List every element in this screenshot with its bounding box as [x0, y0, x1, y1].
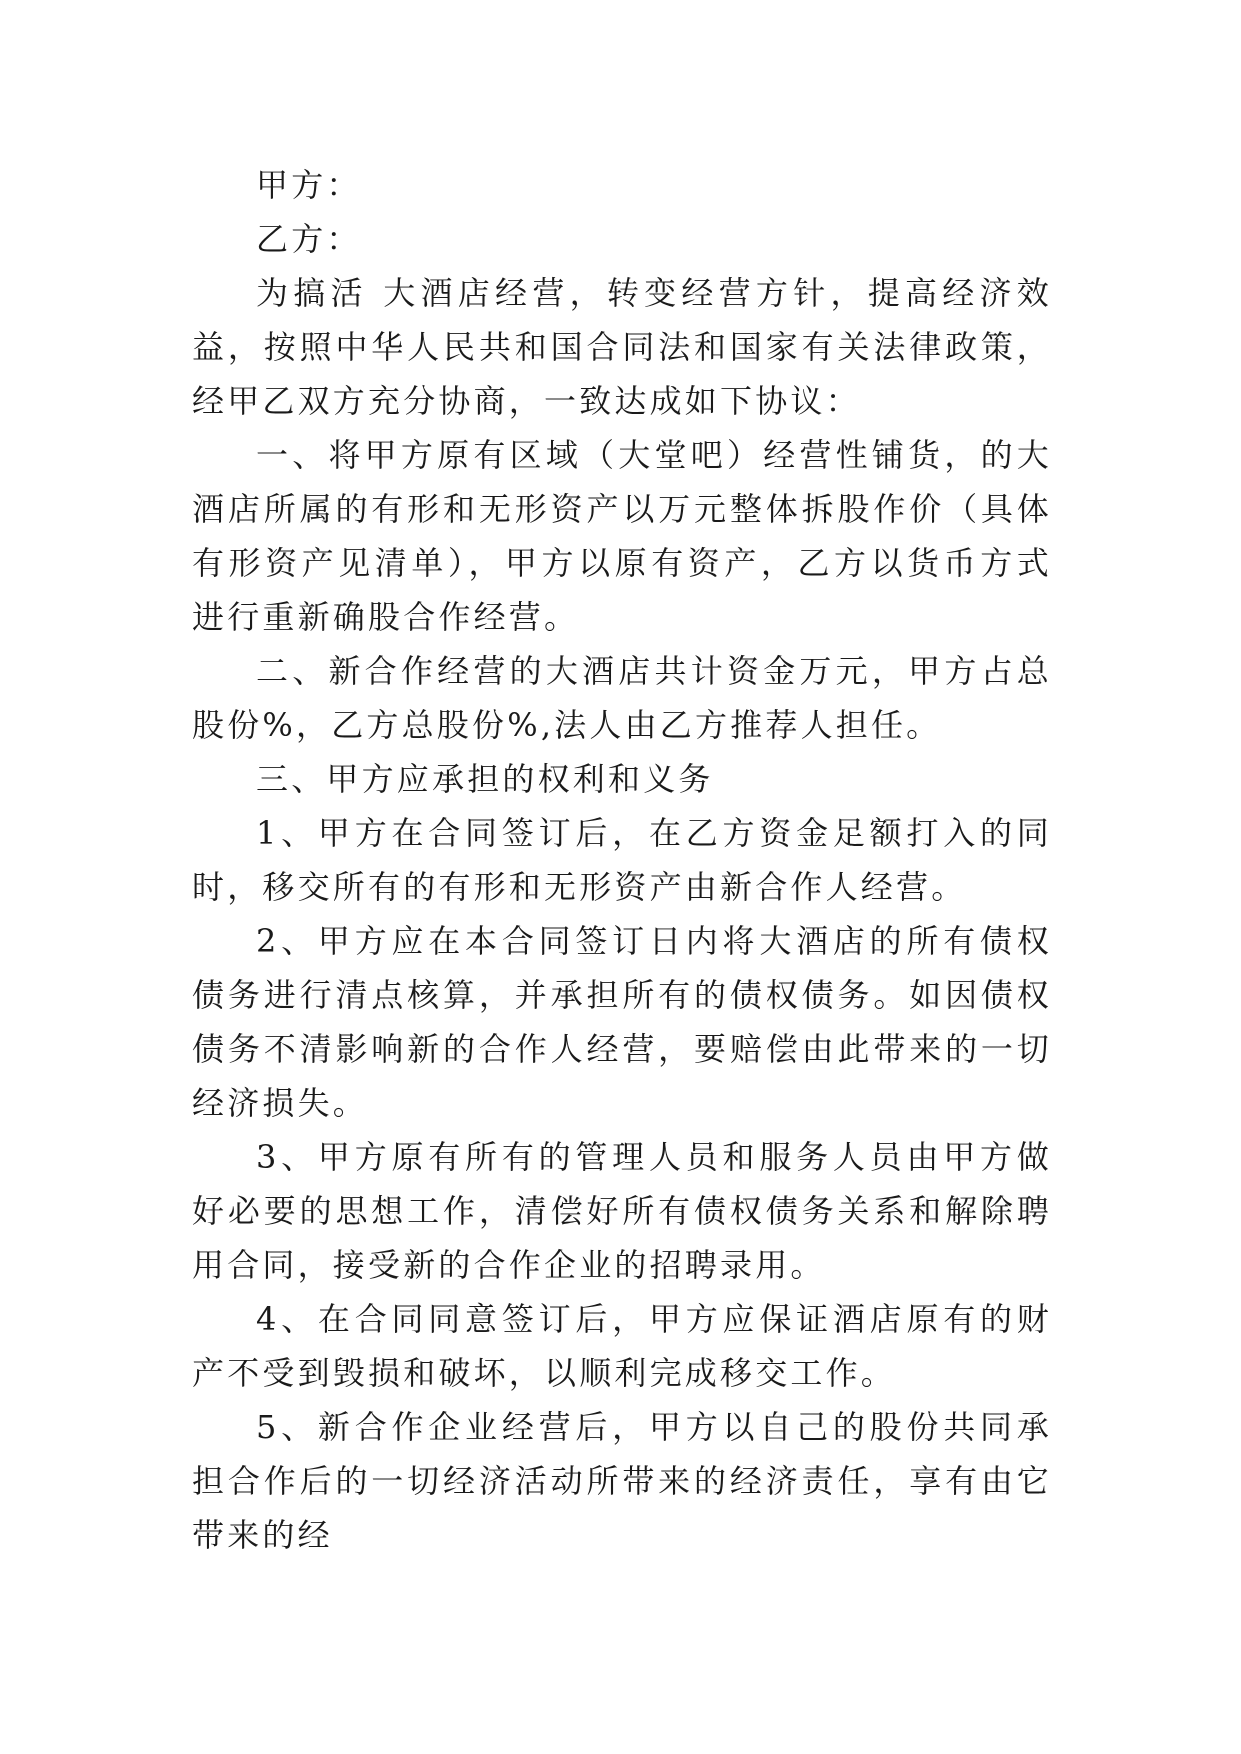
party-a-line: 甲方： [256, 166, 362, 204]
clause-3-item-3: 3、甲方原有所有的管理人员和服务人员由甲方做好必要的思想工作，清偿好所有债权债务关系和解除聘用合同，接受新的合作企业的招聘录用。 [192, 1138, 1052, 1284]
clause-3-item-5: 5、新合作企业经营后，甲方以自己的股份共同承担合作后的一切经济活动所带来的经济责任，享有由它带来的经 [192, 1408, 1052, 1554]
clause-2-paragraph: 二、新合作经营的大酒店共计资金万元，甲方占总股份%，乙方总股份%,法人由乙方推荐人担任。 [192, 652, 1052, 744]
clause-3-item-1: 1、甲方在合同签订后，在乙方资金足额打入的同时，移交所有的有形和无形资产由新合作人经营。 [192, 814, 1052, 906]
clause-3-heading: 三、甲方应承担的权利和义务 [256, 760, 714, 798]
clause-3-item-4: 4、在合同同意签订后，甲方应保证酒店原有的财产不受到毁损和破坏，以顺利完成移交工作。 [192, 1300, 1052, 1392]
clause-1-paragraph: 一、将甲方原有区域（大堂吧）经营性铺货，的大酒店所属的有形和无形资产以万元整体拆股作价（具体有形资产见清单），甲方以原有资产，乙方以货币方式进行重新确股合作经营。 [192, 436, 1052, 636]
party-b-line: 乙方： [256, 220, 362, 258]
clause-3-item-2: 2、甲方应在本合同签订日内将大酒店的所有债权债务进行清点核算，并承担所有的债权债务。如因债权债务不清影响新的合作人经营，要赔偿由此带来的一切经济损失。 [192, 922, 1052, 1122]
contract-body [192, 158, 1052, 1562]
preamble-paragraph: 为搞活 大酒店经营，转变经营方针，提高经济效益，按照中华人民共和国合同法和国家有关法律政策，经甲乙双方充分协商，一致达成如下协议： [192, 274, 1052, 420]
